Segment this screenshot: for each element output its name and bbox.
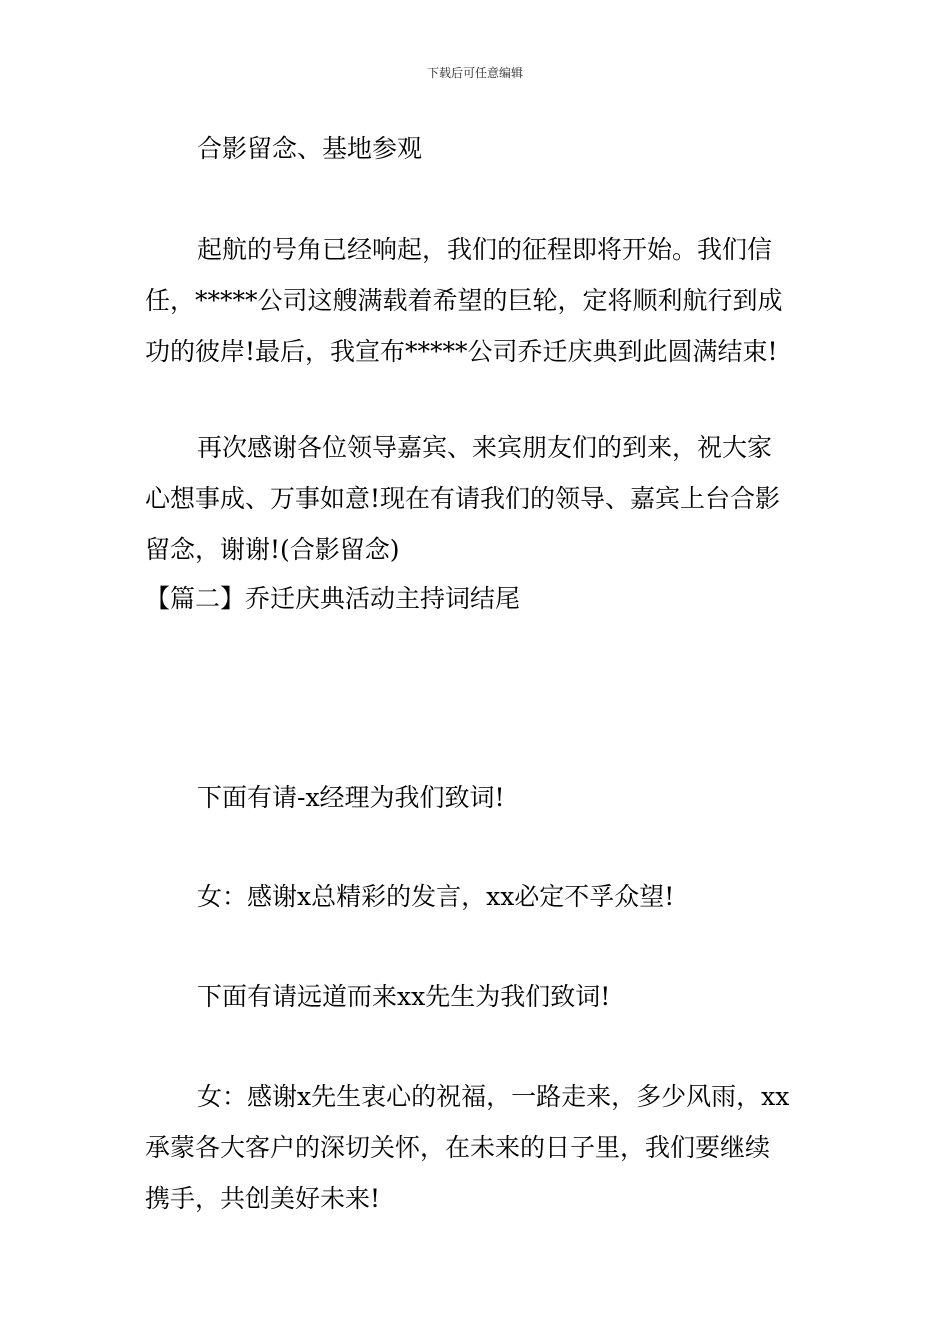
text-line: 任，*****公司这艘满载着希望的巨轮，定将顺利航行到成 xyxy=(145,286,783,315)
text-line: 起航的号角已经响起，我们的征程即将开始。我们信 xyxy=(197,235,773,264)
section-heading-part-two: 【篇二】乔迁庆典活动主持词结尾 xyxy=(145,584,521,613)
text-line: 再次感谢各位领导嘉宾、来宾朋友们的到来，祝大家 xyxy=(197,433,773,462)
paragraph-photo-tour: 合影留念、基地参观 xyxy=(197,134,423,163)
paragraph-closing-announcement xyxy=(145,224,807,377)
text-line: 女：感谢x先生衷心的祝福，一路走来，多少风雨，xx xyxy=(197,1082,790,1111)
text-line: 心想事成、万事如意!现在有请我们的领导、嘉宾上台合影 xyxy=(145,484,781,513)
paragraph-invite-manager: 下面有请-x经理为我们致词! xyxy=(197,783,505,812)
text-line: 留念，谢谢!(合影留念) xyxy=(145,535,400,564)
paragraph-thanks-speech: 女：感谢x总精彩的发言，xx必定不孚众望! xyxy=(197,882,675,911)
page-header: 下载后可任意编辑 xyxy=(426,66,523,80)
text-line: 承蒙各大客户的深切关怀，在未来的日子里，我们要继续 xyxy=(145,1133,771,1162)
paragraph-thanks-blessing xyxy=(145,1071,807,1224)
text-line: 携手，共创美好未来! xyxy=(145,1184,381,1213)
paragraph-invite-guest: 下面有请远道而来xx先生为我们致词! xyxy=(197,982,611,1011)
paragraph-thanks-guests xyxy=(145,422,807,575)
text-line: 功的彼岸!最后，我宣布*****公司乔迁庆典到此圆满结束! xyxy=(145,337,778,366)
